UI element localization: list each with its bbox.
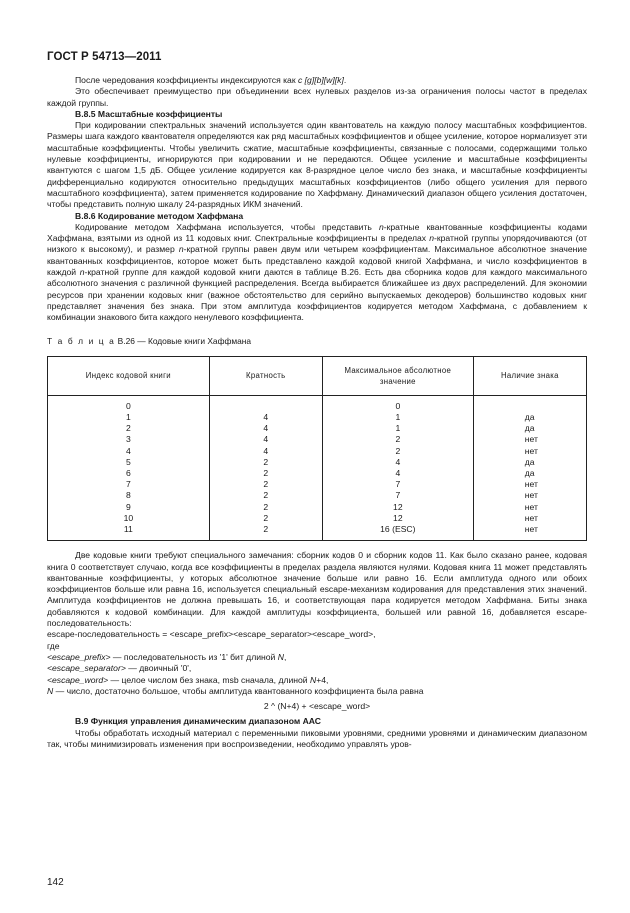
table-row: 10 2 12 нет xyxy=(48,513,587,524)
column-header: Кратность xyxy=(209,356,322,395)
definition-line: <escape_separator> — двоичный '0', xyxy=(47,663,192,674)
table-caption: Т а б л и ц а B.26 — Кодовые книги Хаффмана xyxy=(47,335,252,346)
table-row: 1 4 1 да xyxy=(48,412,587,423)
escape-sequence-line: escape-последовательность = <escape_prefix><escape_separator><escape_word>, xyxy=(47,629,376,640)
where-line: где xyxy=(47,640,60,651)
table-row: 0 0 xyxy=(48,395,587,412)
section-heading-b86: B.8.6 Кодирование методом Хаффмана xyxy=(75,210,244,221)
paragraph: Кодирование методом Хаффмана используется, чтобы представить n-кратные квантованные коэффициенты кодами Хаффмана, взятыми из одной из 11 кодовых книг. Спектральные коэффициенты в пределах n-кратной группы упорядочиваются (от низкого к высокому), и размер n-кратной группы равен двум или четырем коэффициентам. Максимальное абсолютное значение квантованных коэффициентов, которое может быть представлено каждой кодовой книгой Хаффмана, и число коэффициентов в каждой n-кратной группе для каждой кодовой книги даются в таблице B.26. Есть два сборника кодов для каждого максимального абсолютного значения с различной функцией распределения. Всегда выбирается ближайшее из двух распределений. Для экономии ресурсов при хранении кодовых книг (важное обстоятельство для серийно выпускаемых декодеров) большинство кодовых книг представляет значения без знака. При этом амплитуда коэффициентов кодируется методом Хаффмана, с добавлением к комбинации знакового бита каждого ненулевого коэффициента. xyxy=(47,221,587,323)
formula: 2 ^ (N+4) + <escape_word> xyxy=(263,701,371,712)
column-header: Наличие знака xyxy=(473,356,586,395)
table-row: 8 2 7 нет xyxy=(48,490,587,501)
table-row: 3 4 2 нет xyxy=(48,434,587,445)
table-row: 9 2 12 нет xyxy=(48,502,587,513)
paragraph: После чередования коэффициенты индексируются как с [g][b][w][k]. xyxy=(75,75,347,85)
table-row: 2 4 1 да xyxy=(48,423,587,434)
definition-line: <escape_word> — целое числом без знака, msb сначала, длиной N+4, xyxy=(47,674,329,685)
definition-line: <escape_prefix> — последовательность из '1' бит длиной N, xyxy=(47,651,287,662)
codebook-table xyxy=(47,356,587,541)
paragraph: При кодировании спектральных значений используется один квантователь на каждую полосу масштабных коэффициентов. Размеры шага каждого квантователя определяются как ряд масштабных коэффициентов и общее усиление, которое нормализует эти масштабные коэффициенты. Чтобы увеличить сжатие, масштабные коэффициенты, связанные с полосами, содержащими только нулевые коэффициенты, игнорируются при кодировании и не передаются. Общее усиление и масштабные коэффициенты квантуются с шагом 1,5 дБ. Общее усиление кодируется как 8-разрядное целое число без знака, и масштабные коэффициенты дифференциально кодируются относительно предыдущих масштабных коэффициентов (либо общего усиления для первого масштабного коэффициента), затем применяется кодирование по Хаффману. Динамический диапазон общего усиления достаточен, чтобы представить полную шкалу 24-разрядных ИКМ значений. xyxy=(47,120,587,210)
section-heading-b9: B.9 Функция управления динамическим диапазоном ААС xyxy=(75,716,321,727)
column-header: Индекс кодовой книги xyxy=(48,356,210,395)
definition-line: N — число, достаточно большое, чтобы амплитуда квантованного коэффициента была равна xyxy=(47,685,424,696)
section-heading-b85: B.8.5 Масштабные коэффициенты xyxy=(75,108,223,119)
table-row: 11 2 16 (ESC) нет xyxy=(48,524,587,541)
table-header-row xyxy=(48,356,587,395)
document-header: ГОСТ Р 54713—2011 xyxy=(47,51,162,63)
table-row: 5 2 4 да xyxy=(48,457,587,468)
table-row: 7 2 7 нет xyxy=(48,479,587,490)
column-header: Максимальное абсолютное значение xyxy=(322,356,473,395)
paragraph: Это обеспечивает преимущество при объединении всех нулевых разделов из-за ограничения полосы частот в пределах каждой группы. xyxy=(47,86,587,108)
paragraph: Чтобы обработать исходный материал с переменными пиковыми уровнями, средними уровнями и динамическим диапазоном так, чтобы минимизировать изменения при воспроизведении, необходимо управлять уров- xyxy=(47,727,587,750)
paragraph: Две кодовые книги требуют специального замечания: сборник кодов 0 и сборник кодов 11. Как было сказано ранее, кодовая книга 0 соответствует случаю, когда все коэффициенты в пределах раздела являются нулями. Кодовая книга 11 может представлять квантованные коэффициенты, у которых абсолютное значение больше или равно 16. Если амплитуда одного или обоих коэффициентов больше или равна 16, используется специальный escape-механизм кодирования для представления этих значений. Амплитуда коэффициентов не должна превышать 16, и соответствующая пара кодируется методом Хаффмана. Биты знака добавляются к кодовой комбинации. Для каждой амплитуды коэффициента, большей или равной 16, добавляется escape-последовательность: xyxy=(47,550,587,629)
table-row: 6 2 4 да xyxy=(48,468,587,479)
page-number: 142 xyxy=(47,877,64,888)
document-body xyxy=(47,75,587,750)
table-row: 4 4 2 нет xyxy=(48,446,587,457)
